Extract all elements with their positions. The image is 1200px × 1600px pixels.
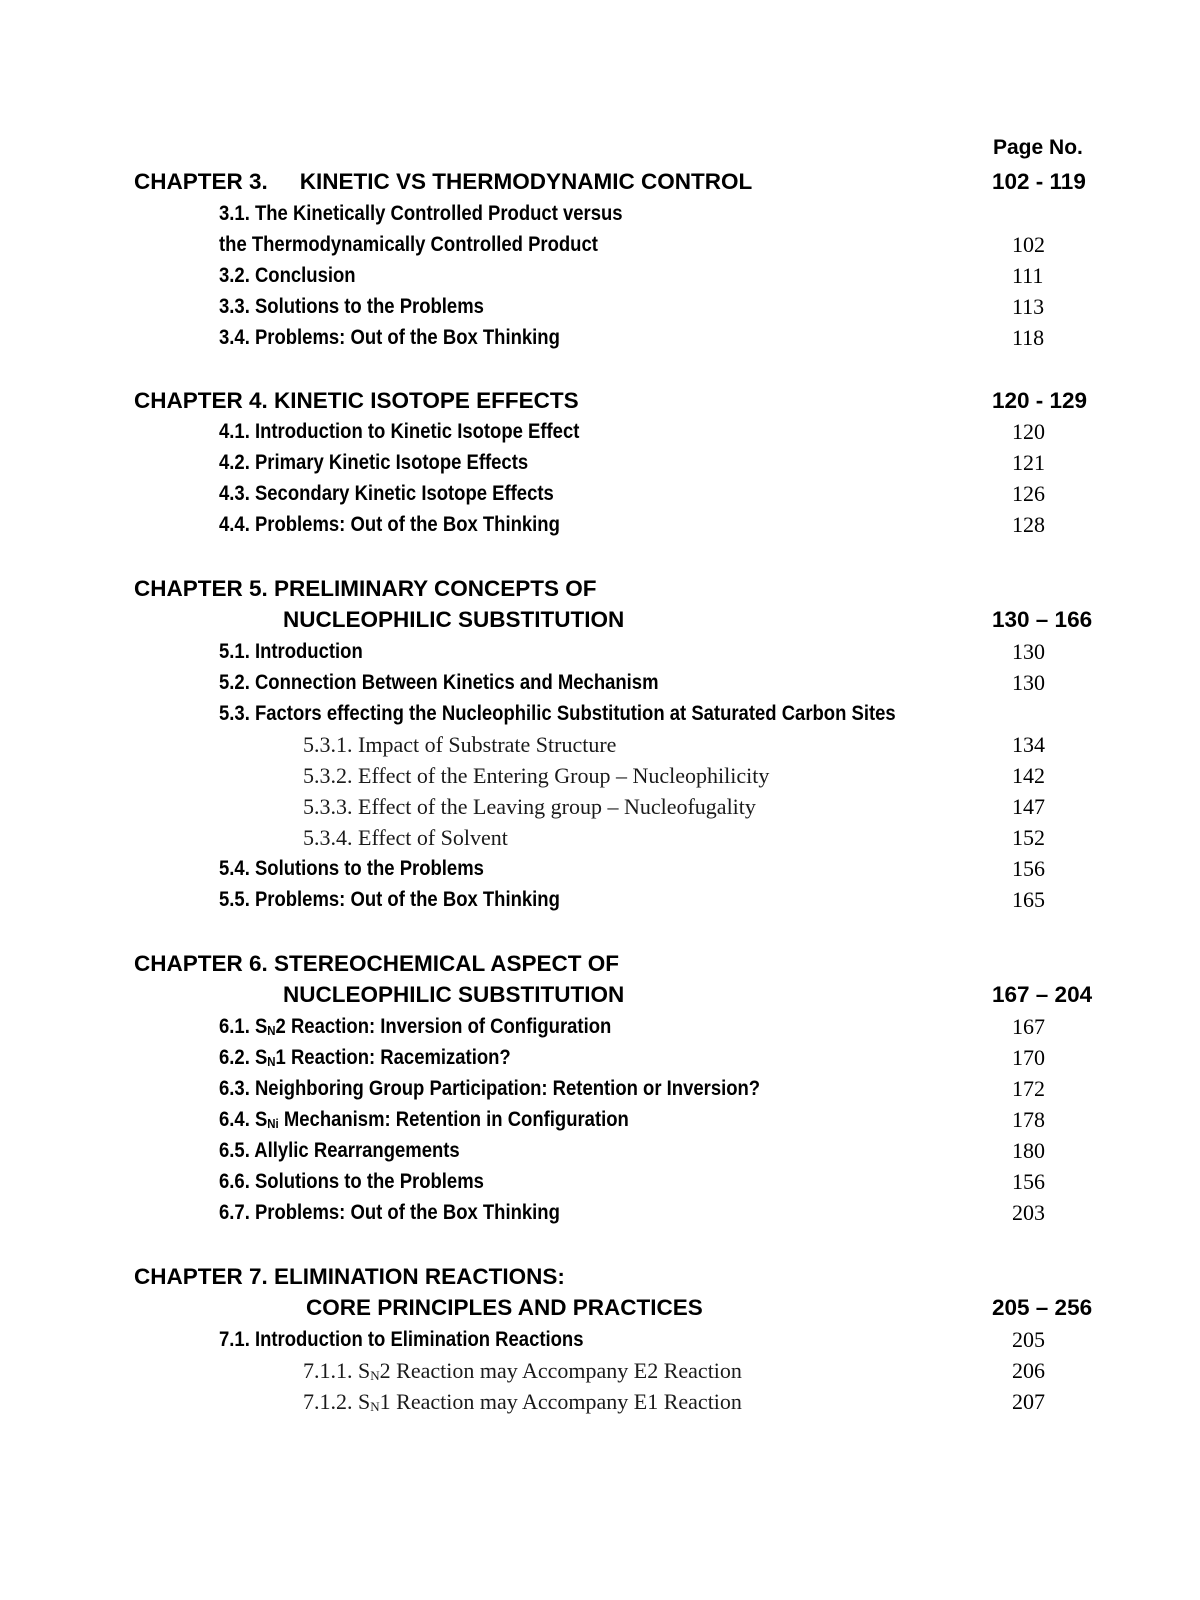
subsection-7-1-2-prefix: 7.1.2. S xyxy=(303,1389,371,1414)
section-3-2: 3.2. Conclusion xyxy=(219,264,356,287)
page-6-4: 178 xyxy=(1012,1107,1045,1132)
section-3-3: 3.3. Solutions to the Problems xyxy=(219,295,484,318)
section-4-2: 4.2. Primary Kinetic Isotope Effects xyxy=(219,451,529,474)
section-5-2: 5.2. Connection Between Kinetics and Mechanism xyxy=(219,671,659,694)
page-3-3: 113 xyxy=(1012,294,1045,319)
page-5-3-2: 142 xyxy=(1012,763,1045,788)
chapter-5-page-range: 130 – 166 xyxy=(992,607,1093,632)
section-5-5: 5.5. Problems: Out of the Box Thinking xyxy=(219,888,560,911)
page-5-3-4: 152 xyxy=(1012,825,1045,850)
chapter-6-heading-line2: NUCLEOPHILIC SUBSTITUTION xyxy=(283,982,625,1007)
page-5-1: 130 xyxy=(1012,639,1045,664)
chapter-6-heading-line1: CHAPTER 6. STEREOCHEMICAL ASPECT OF xyxy=(134,951,620,976)
section-6-1 xyxy=(219,1011,611,1042)
section-3-1-line1: 3.1. The Kinetically Controlled Product versus xyxy=(219,202,623,225)
subsection-7-1-1-subscript: N xyxy=(370,1368,380,1383)
page-no-header: Page No. xyxy=(993,136,1083,159)
section-6-7: 6.7. Problems: Out of the Box Thinking xyxy=(219,1201,560,1224)
chapter-7-heading-line1: CHAPTER 7. ELIMINATION REACTIONS: xyxy=(134,1264,565,1289)
page-5-3-1: 134 xyxy=(1012,732,1045,757)
chapter-3-number: CHAPTER 3. xyxy=(134,169,268,194)
section-6-1-prefix: 6.1. S xyxy=(219,1015,268,1038)
page-5-3-3: 147 xyxy=(1012,794,1045,819)
section-5-4: 5.4. Solutions to the Problems xyxy=(219,857,484,880)
section-5-3: 5.3. Factors effecting the Nucleophilic Substitution at Saturated Carbon Sites xyxy=(219,702,896,725)
page-4-4: 128 xyxy=(1012,512,1045,537)
chapter-3-page-range: 102 - 119 xyxy=(992,169,1086,194)
subsection-7-1-2 xyxy=(303,1386,742,1417)
page-6-5: 180 xyxy=(1012,1138,1045,1163)
page-7-1-2: 207 xyxy=(1012,1389,1045,1414)
section-4-1: 4.1. Introduction to Kinetic Isotope Effect xyxy=(219,420,580,443)
section-3-4: 3.4. Problems: Out of the Box Thinking xyxy=(219,326,560,349)
section-6-2-subscript: N xyxy=(267,1054,276,1069)
section-5-1: 5.1. Introduction xyxy=(219,640,363,663)
page-6-7: 203 xyxy=(1012,1200,1045,1225)
subsection-7-1-1-text: 2 Reaction may Accompany E2 Reaction xyxy=(379,1358,742,1383)
section-6-6: 6.6. Solutions to the Problems xyxy=(219,1170,484,1193)
page-5-2: 130 xyxy=(1012,670,1045,695)
chapter-6-page-range: 167 – 204 xyxy=(992,982,1093,1007)
page-4-1: 120 xyxy=(1012,419,1045,444)
section-6-2 xyxy=(219,1042,511,1073)
section-6-2-prefix: 6.2. S xyxy=(219,1046,268,1069)
section-6-4-prefix: 6.4. S xyxy=(219,1108,268,1131)
chapter-4-page-range: 120 - 129 xyxy=(992,388,1088,413)
chapter-7-heading-line2: CORE PRINCIPLES AND PRACTICES xyxy=(306,1295,703,1320)
page-4-2: 121 xyxy=(1012,450,1045,475)
section-4-3: 4.3. Secondary Kinetic Isotope Effects xyxy=(219,482,554,505)
section-6-1-subscript: N xyxy=(267,1023,276,1038)
section-6-5: 6.5. Allylic Rearrangements xyxy=(219,1139,460,1162)
subsection-5-3-1: 5.3.1. Impact of Substrate Structure xyxy=(303,732,617,757)
page-3-4: 118 xyxy=(1012,325,1045,350)
chapter-7-page-range: 205 – 256 xyxy=(992,1295,1093,1320)
chapter-3-title: KINETIC VS THERMODYNAMIC CONTROL xyxy=(299,169,753,194)
page-7-1: 205 xyxy=(1012,1327,1045,1352)
chapter-4-heading: CHAPTER 4. KINETIC ISOTOPE EFFECTS xyxy=(134,388,579,413)
section-6-3: 6.3. Neighboring Group Participation: Retention or Inversion? xyxy=(219,1077,761,1100)
page-5-4: 156 xyxy=(1012,856,1045,881)
section-3-1-line2: the Thermodynamically Controlled Product xyxy=(219,233,598,256)
subsection-7-1-1-prefix: 7.1.1. S xyxy=(303,1358,371,1383)
page-6-2: 170 xyxy=(1012,1045,1045,1070)
subsection-7-1-2-text: 1 Reaction may Accompany E1 Reaction xyxy=(379,1389,742,1414)
subsection-7-1-2-subscript: N xyxy=(370,1399,380,1414)
subsection-5-3-3: 5.3.3. Effect of the Leaving group – Nucleofugality xyxy=(303,794,756,819)
page-6-3: 172 xyxy=(1012,1076,1045,1101)
subsection-7-1-1 xyxy=(303,1355,742,1386)
page-5-5: 165 xyxy=(1012,887,1045,912)
section-7-1: 7.1. Introduction to Elimination Reactions xyxy=(219,1328,584,1351)
chapter-5-heading-line1: CHAPTER 5. PRELIMINARY CONCEPTS OF xyxy=(134,576,597,601)
section-6-4 xyxy=(219,1104,629,1135)
section-6-4-subscript: Ni xyxy=(267,1116,279,1131)
chapter-3-heading xyxy=(134,166,752,197)
section-6-1-text: 2 Reaction: Inversion of Configuration xyxy=(275,1015,612,1038)
page-3-2: 111 xyxy=(1012,263,1044,288)
page-7-1-1: 206 xyxy=(1012,1358,1045,1383)
page-6-6: 156 xyxy=(1012,1169,1045,1194)
section-4-4: 4.4. Problems: Out of the Box Thinking xyxy=(219,513,560,536)
chapter-5-heading-line2: NUCLEOPHILIC SUBSTITUTION xyxy=(283,607,625,632)
section-6-4-text: Mechanism: Retention in Configuration xyxy=(278,1108,629,1131)
page-6-1: 167 xyxy=(1012,1014,1045,1039)
page-3-1: 102 xyxy=(1012,232,1045,257)
subsection-5-3-2: 5.3.2. Effect of the Entering Group – Nucleophilicity xyxy=(303,763,770,788)
section-6-2-text: 1 Reaction: Racemization? xyxy=(275,1046,511,1069)
page-4-3: 126 xyxy=(1012,481,1045,506)
subsection-5-3-4: 5.3.4. Effect of Solvent xyxy=(303,825,508,850)
